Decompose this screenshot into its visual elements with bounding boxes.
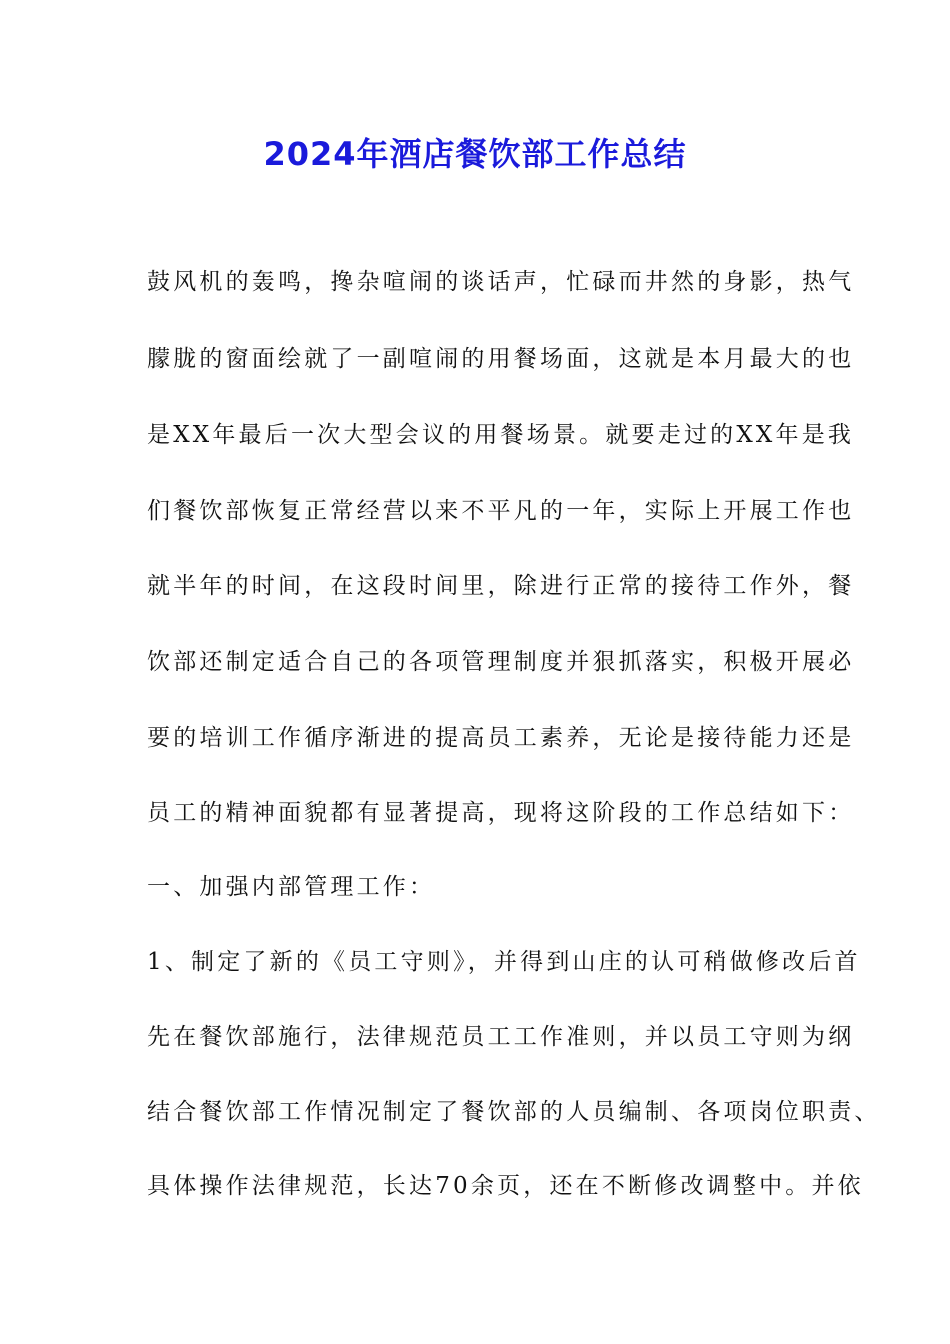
- paragraph-line: 们餐饮部恢复正常经营以来不平凡的一年，实际上开展工作也: [147, 498, 855, 524]
- paragraph-line: 结合餐饮部工作情况制定了餐饮部的人员编制、各项岗位职责、: [147, 1099, 881, 1125]
- paragraph-line: 员工的精神面貌都有显著提高，现将这阶段的工作总结如下：: [147, 800, 855, 826]
- paragraph-line: 具体操作法律规范，长达70余页，还在不断修改调整中。并依: [147, 1173, 864, 1199]
- paragraph-line: 1、制定了新的《员工守则》，并得到山庄的认可稍做修改后首: [147, 949, 861, 975]
- section-heading: 一、加强内部管理工作：: [147, 874, 436, 900]
- paragraph-line: 就半年的时间，在这段时间里，除进行正常的接待工作外，餐: [147, 573, 855, 599]
- paragraph-line: 是XX年最后一次大型会议的用餐场景。就要走过的XX年是我: [147, 422, 855, 448]
- paragraph-line: 朦胧的窗面绘就了一副喧闹的用餐场面，这就是本月最大的也: [147, 346, 855, 372]
- paragraph-line: 鼓风机的轰鸣，搀杂喧闹的谈话声，忙碌而井然的身影，热气: [147, 269, 855, 295]
- paragraph-line: 饮部还制定适合自己的各项管理制度并狠抓落实，积极开展必: [147, 649, 855, 675]
- paragraph-line: 先在餐饮部施行，法律规范员工工作准则，并以员工守则为纲: [147, 1024, 855, 1050]
- document-title: 2024年酒店餐饮部工作总结: [263, 135, 687, 173]
- paragraph-line: 要的培训工作循序渐进的提高员工素养，无论是接待能力还是: [147, 725, 855, 751]
